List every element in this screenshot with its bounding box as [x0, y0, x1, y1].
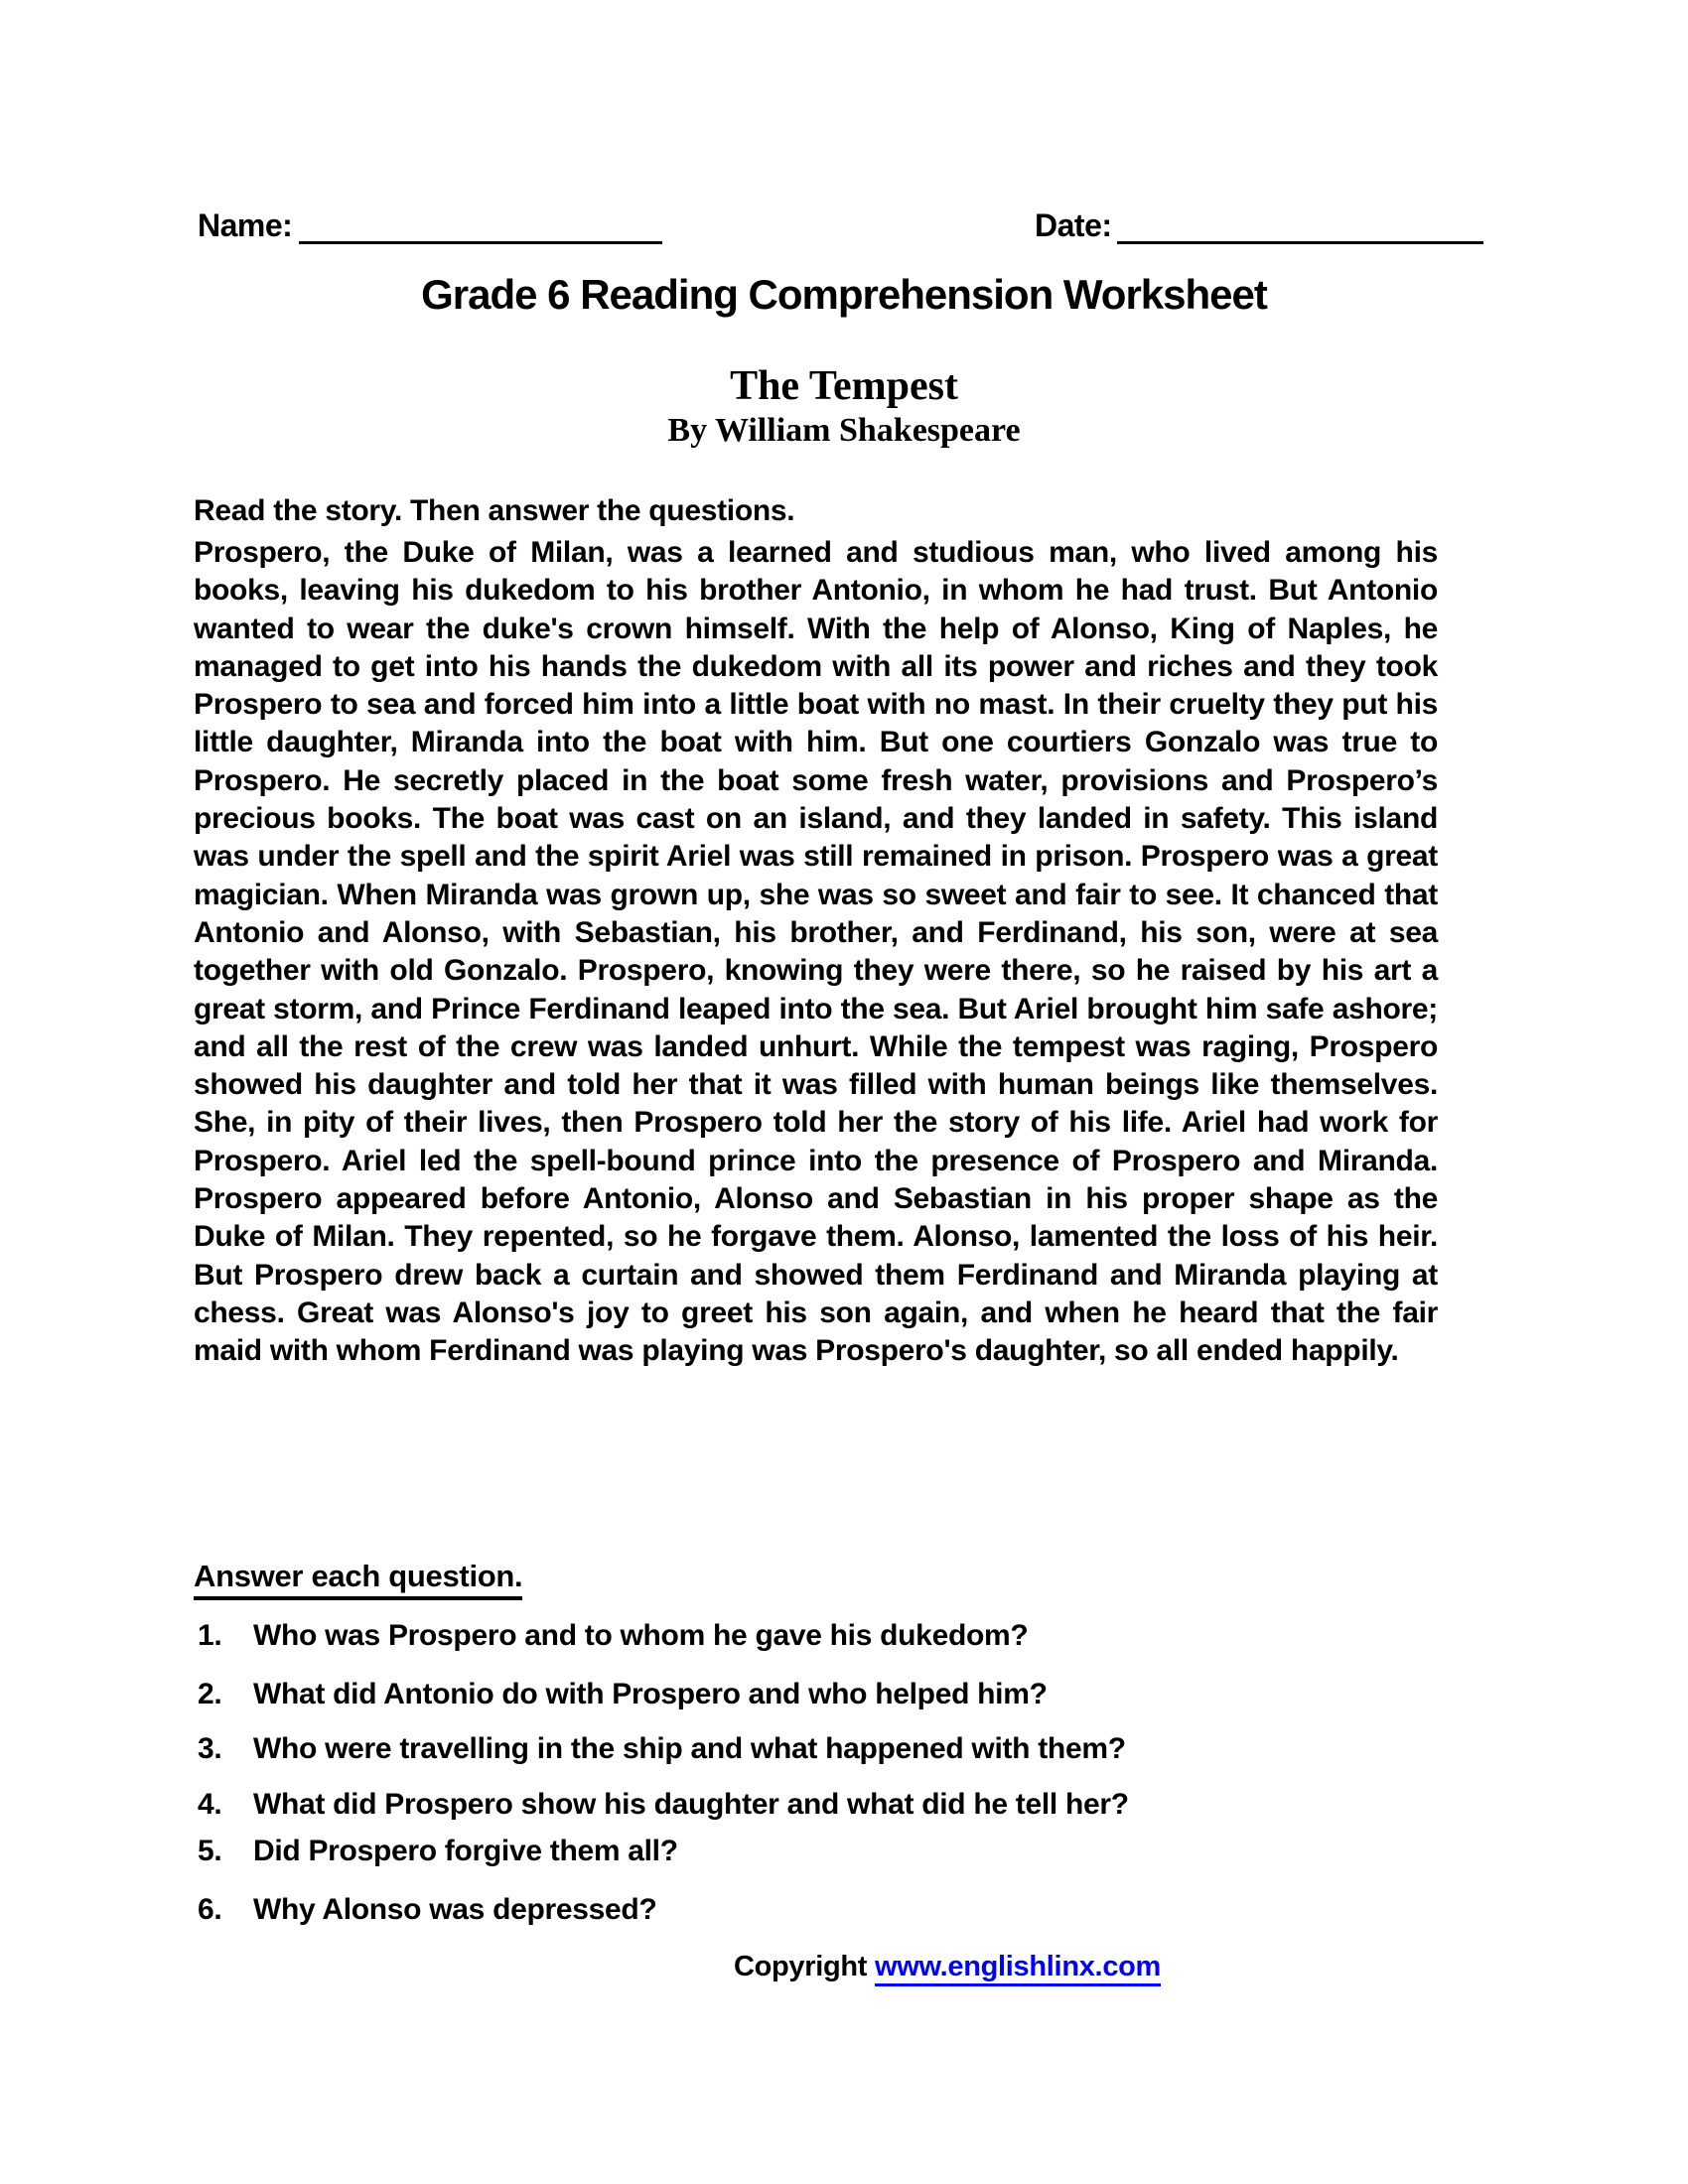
- question-6: [198, 1890, 1488, 1930]
- name-label: Name:: [198, 207, 293, 243]
- question-5: [198, 1832, 1488, 1871]
- name-blank-line: [299, 241, 662, 244]
- question-3: [198, 1729, 1488, 1769]
- answer-heading: [194, 1557, 522, 1596]
- question-text: Who were travelling in the ship and what happened with them?: [253, 1732, 1126, 1765]
- date-label: Date:: [1035, 207, 1112, 243]
- question-text: Who was Prospero and to whom he gave his dukedom?: [253, 1619, 1029, 1652]
- question-number: 4.: [198, 1788, 222, 1821]
- question-2: [198, 1675, 1488, 1714]
- date-blank-line: [1117, 241, 1483, 244]
- question-4: [198, 1785, 1488, 1825]
- question-number: 6.: [198, 1893, 222, 1926]
- story-instructions: Read the story. Then answer the questions.: [194, 494, 795, 527]
- question-1: [198, 1616, 1488, 1656]
- question-number: 1.: [198, 1619, 222, 1652]
- copyright-text: Copyright: [733, 1951, 875, 1982]
- question-number: 3.: [198, 1732, 222, 1765]
- question-number: 2.: [198, 1678, 222, 1710]
- story-byline: By William Shakespeare: [667, 412, 1021, 449]
- englishlinx-link[interactable]: www.englishlinx.com: [875, 1951, 1161, 1986]
- copyright-line: [103, 1948, 1688, 1985]
- question-number: 5.: [198, 1835, 222, 1867]
- question-text: What did Prospero show his daughter and what did he tell her?: [253, 1788, 1129, 1821]
- question-text: Why Alonso was depressed?: [253, 1893, 657, 1926]
- story-text: Prospero, the Duke of Milan, was a learned and studious man, who lived among his books, leaving his dukedom to his brother Antonio, in whom he had trust. But Antonio wanted to wear the duke's crown himself. With the help of Alonso, King of Naples, he managed to get into his hands the dukedom with all its power and riches and they took Prospero to sea and forced him into a little boat with no mast. In their cruelty they put his little daughter, Miranda into the boat with him. But one courtiers Gonzalo was true to Prospero. He secretly placed in the boat some fresh water, provisions and Prospero’s precious books. The boat was cast on an island, and they landed in safety. This island was under the spell and the spirit Ariel was still remained in prison. Prospero was a great magician. When Miranda was grown up, she was so sweet and fair to see. It chanced that Antonio and Alonso, with Sebastian, his brother, and Ferdinand, his son, were at sea together with old Gonzalo. Prospero, knowing they were there, so he raised by his art a great storm, and Prince Ferdinand leaped into the sea. But Ariel brought him safe ashore; and all the rest of the crew was landed unhurt. While the tempest was raging, Prospero showed his daughter and told her that it was filled with human beings like themselves. She, in pity of their lives, then Prospero told her the story of his life. Ariel had work for Prospero. Ariel led the spell-bound prince into the presence of Prospero and Miranda. Prospero appeared before Antonio, Alonso and Sebastian in his proper shape as the Duke of Milan. They repented, so he forgave them. Alonso, lamented the loss of his heir. But Prospero drew back a curtain and showed them Ferdinand and Miranda playing at chess. Great was Alonso's joy to greet his son again, and when he heard that the fair maid with whom Ferdinand was playing was Prospero's daughter, so all ended happily.: [194, 536, 1438, 1368]
- question-text: What did Antonio do with Prospero and who helped him?: [253, 1678, 1048, 1710]
- story-title: The Tempest: [730, 363, 958, 409]
- page-title: Grade 6 Reading Comprehension Worksheet: [421, 271, 1267, 318]
- answer-heading-text: Answer each question.: [194, 1559, 522, 1600]
- question-text: Did Prospero forgive them all?: [253, 1835, 678, 1867]
